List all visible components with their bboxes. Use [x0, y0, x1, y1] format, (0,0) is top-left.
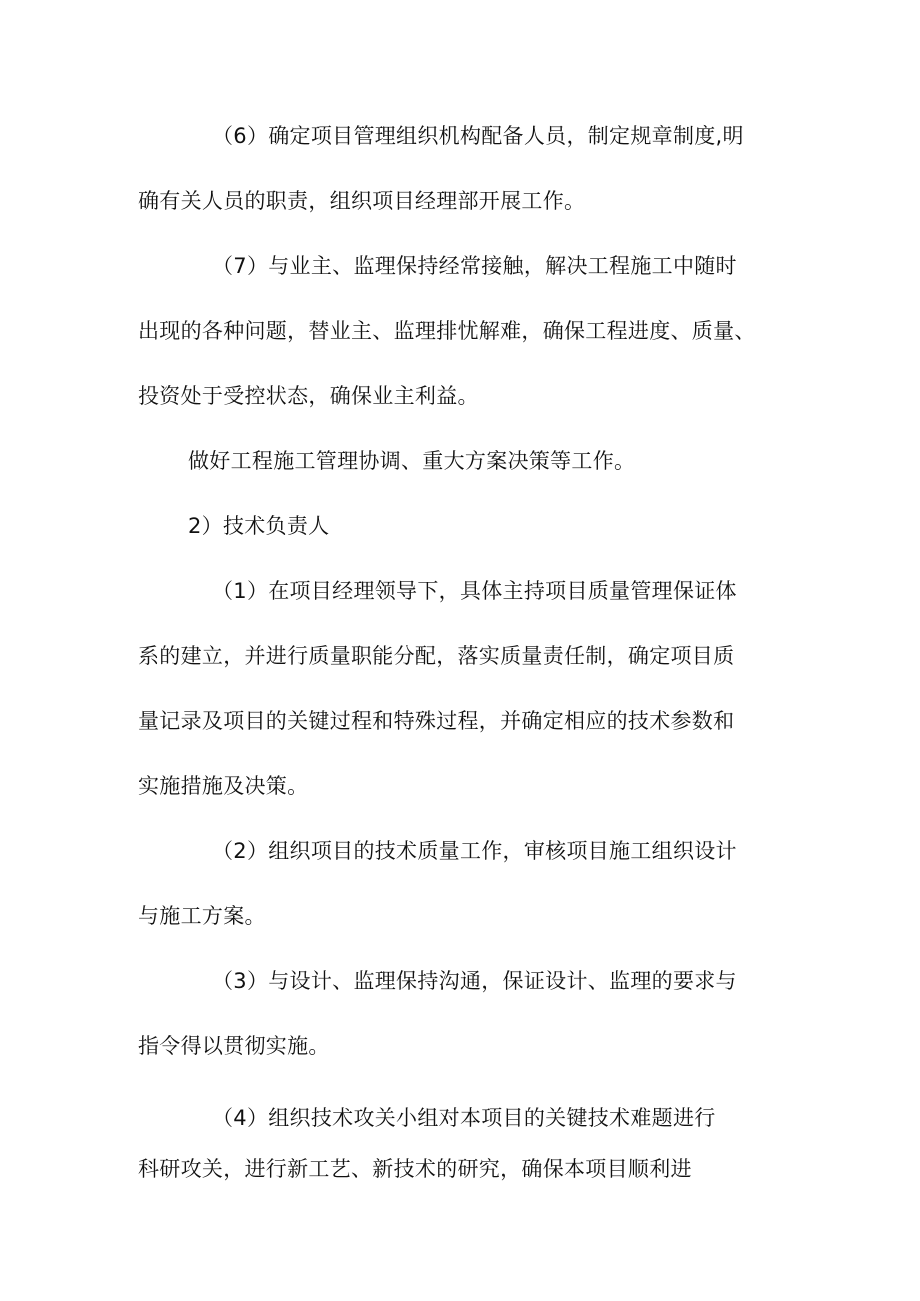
- text-line: 确有关人员的职责，组织项目经理部开展工作。: [138, 189, 586, 213]
- text-line: 与施工方案。: [138, 904, 266, 928]
- text-line: （7）与业主、监理保持经常接触，解决工程施工中随时: [212, 254, 737, 278]
- section-heading: 2）技术负责人: [188, 514, 330, 538]
- text-line: 投资处于受控状态，确保业主利益。: [138, 384, 479, 408]
- text-line: （4）组织技术攻关小组对本项目的关键技术难题进行: [212, 1106, 716, 1130]
- text-line: 系的建立，并进行质量职能分配，落实质量责任制，确定项目质: [138, 644, 735, 668]
- text-line: （1）在项目经理领导下，具体主持项目质量管理保证体: [212, 579, 737, 603]
- text-line: 实施措施及决策。: [138, 774, 309, 798]
- text-line: 量记录及项目的关键过程和特殊过程，并确定相应的技术参数和: [138, 709, 735, 733]
- text-line: 指令得以贯彻实施。: [138, 1034, 330, 1058]
- text-line: （3）与设计、监理保持沟通，保证设计、监理的要求与: [212, 969, 737, 993]
- text-line: 出现的各种问题，替业主、监理排忧解难，确保工程进度、质量、: [138, 319, 756, 343]
- text-line: 做好工程施工管理协调、重大方案决策等工作。: [188, 449, 636, 473]
- text-line: 科研攻关，进行新工艺、新技术的研究，确保本项目顺利进: [138, 1157, 692, 1181]
- text-line: （2）组织项目的技术质量工作，审核项目施工组织设计: [212, 839, 737, 863]
- text-line: （6）确定项目管理组织机构配备人员，制定规章制度,明: [212, 124, 744, 148]
